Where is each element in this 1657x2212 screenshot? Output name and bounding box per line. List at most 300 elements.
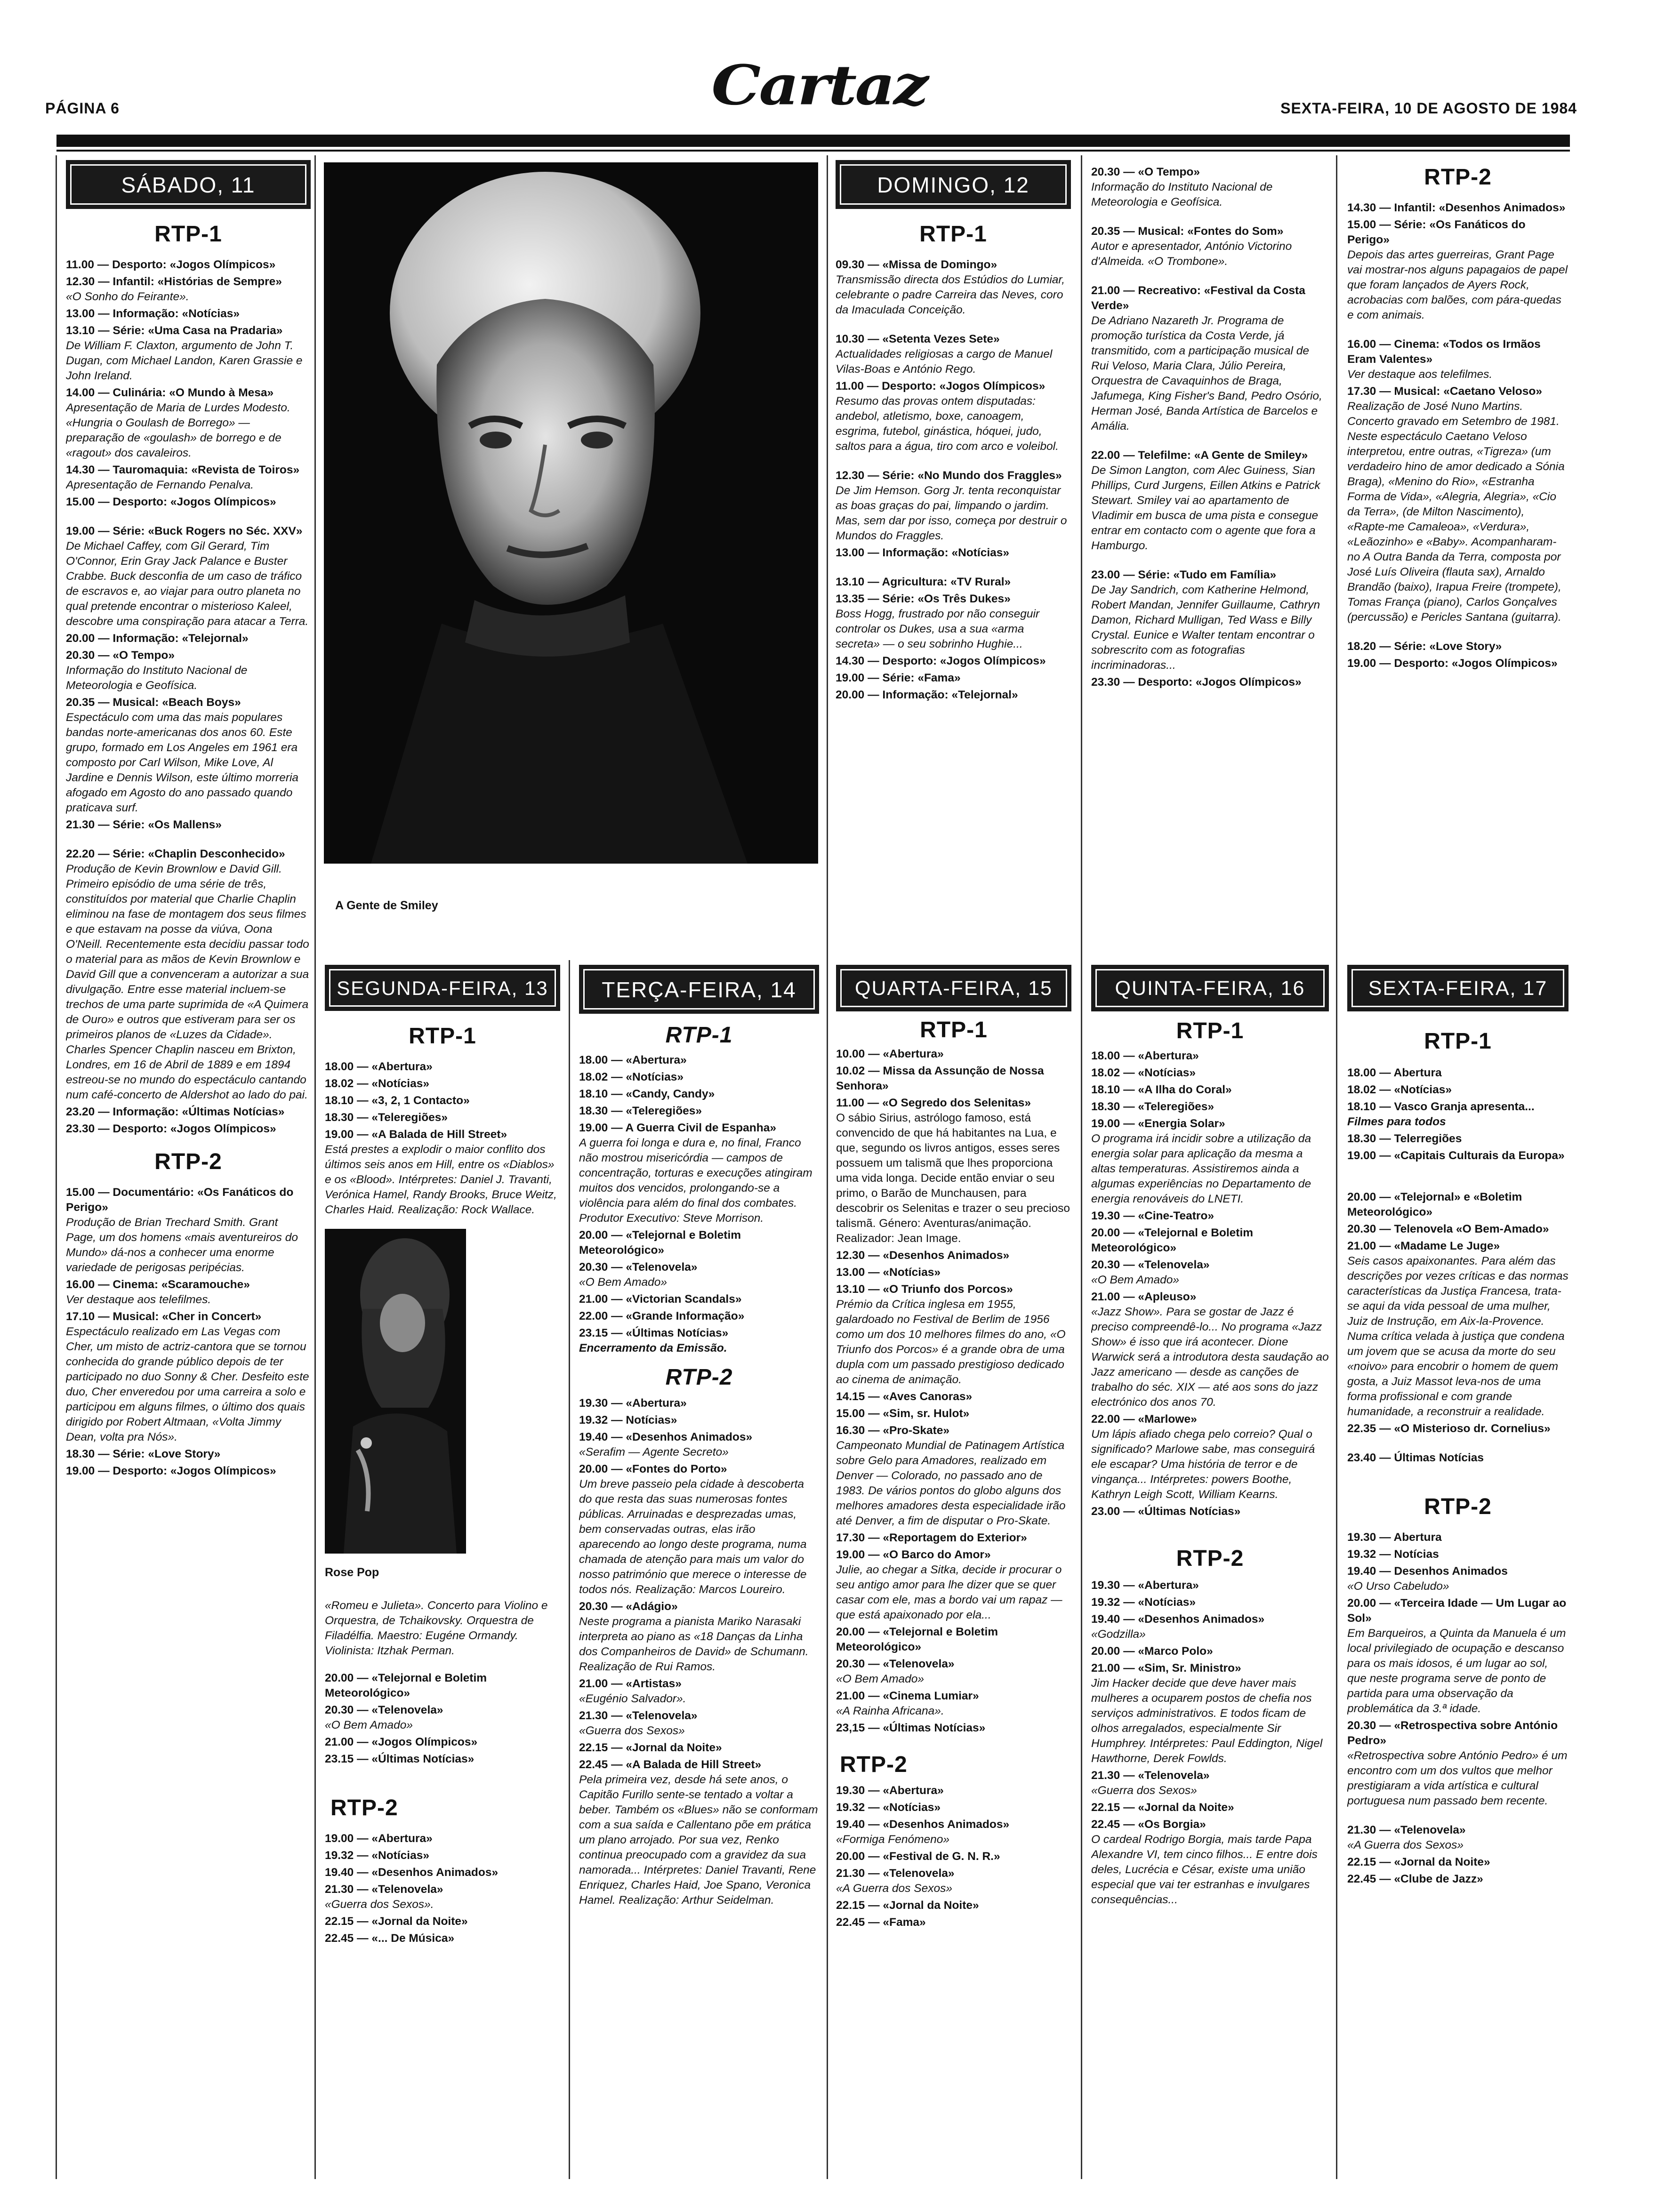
program-entry [66, 1105, 311, 1120]
program-description: Apresentação de Maria de Lurdes Modesto. «Hungria o Goulash de Borrego» — preparação de «goulash» de borrego e de «ragout» dos cavaleiros. [66, 401, 290, 459]
program-entry [1347, 1547, 1569, 1562]
program-title: 19.30 — «Cine-Teatro» [1091, 1210, 1214, 1222]
program-description: Um lápis afiado chega pelo correio? Qual o significado? Marlowe sabe, mas conseguirá ele escapar? Uma história de terror e de vingança... Intérpretes: powers Boothe, Kathryn Leigh Scott, William Kearns. [1091, 1428, 1315, 1501]
program-title: 20.00 — Informação: «Telejornal» [66, 632, 249, 645]
program-entry [1091, 1290, 1329, 1410]
program-entry [836, 671, 1071, 686]
day-header-terca: TERÇA-FEIRA, 14 [579, 965, 819, 1014]
program-title: 19.30 — «Abertura» [836, 1784, 944, 1797]
program-title: 21.30 — Série: «Os Mallens» [66, 818, 222, 831]
day-header-quarta: QUARTA-FEIRA, 15 [836, 965, 1071, 1011]
day-header-domingo: DOMINGO, 12 [836, 160, 1071, 209]
program-description: «Guerra dos Sexos» [1091, 1784, 1197, 1797]
program-entry [1347, 1421, 1569, 1436]
program-entry [836, 654, 1071, 669]
program-entry [1091, 675, 1327, 690]
program-title: 20.00 — «Telejornal e Boletim Meteorológico» [325, 1672, 487, 1699]
program-title: 19.00 — Série: «Buck Rogers no Séc. XXV» [66, 525, 303, 537]
program-entry [836, 1866, 1071, 1896]
program-entry [1347, 1082, 1569, 1098]
network-rtp2: RTP-2 [665, 1365, 733, 1390]
issue-date: SEXTA-FEIRA, 10 DE AGOSTO DE 1984 [1280, 100, 1577, 117]
header-rule-thin [56, 150, 1570, 152]
program-entry [1347, 1066, 1569, 1081]
program-entry [579, 1599, 819, 1675]
program-title: 16.00 — Cinema: «Todos os Irmãos Eram Valentes» [1347, 338, 1541, 366]
program-entry [325, 1865, 560, 1880]
program-title: 19.00 — A Guerra Civil de Espanha» [579, 1122, 776, 1134]
column-rule [1081, 155, 1082, 2179]
program-title: 18.00 — «Abertura» [1091, 1050, 1199, 1062]
program-title: 19.00 — Desporto: «Jogos Olímpicos» [1347, 657, 1558, 670]
program-entry [1347, 1872, 1569, 1887]
schedule-sexta-rtp1 [1347, 1066, 1569, 1466]
program-title: 16.00 — Cinema: «Scaramouche» [66, 1278, 250, 1291]
program-title: 20.00 — «Festival de G. N. R.» [836, 1850, 1000, 1863]
program-title: 18.30 — Telerregiões [1347, 1132, 1462, 1145]
program-entry [66, 323, 311, 384]
program-entry [579, 1430, 819, 1460]
program-title: 13.10 — «O Triunfo dos Porcos» [836, 1283, 1013, 1296]
program-entry [836, 1406, 1071, 1421]
schedule-terca-rtp1 [579, 1053, 819, 1356]
program-entry [66, 1447, 311, 1462]
program-entry [836, 1282, 1071, 1387]
program-title: 19.40 — «Desenhos Animados» [836, 1818, 1010, 1831]
program-title: 23.15 — «Últimas Notícias» [579, 1327, 729, 1339]
program-entry [836, 1389, 1071, 1404]
program-entry [579, 1070, 819, 1085]
program-entry [1347, 1564, 1569, 1594]
network-rtp2: RTP-2 [1424, 1494, 1492, 1519]
program-title: 19.40 — «Desenhos Animados» [1091, 1613, 1265, 1626]
program-title: 21.30 — «Telenovela» [579, 1709, 698, 1722]
program-title: 21.30 — «Telenovela» [325, 1883, 443, 1896]
program-title: 21.00 — «Artistas» [579, 1677, 682, 1690]
network-rtp2: RTP-2 [840, 1752, 908, 1777]
program-description: Espectáculo realizado em Las Vegas com Cher, um misto de actriz-cantora que se tornou conhecida do grande público depois de ter participado no duo Sonny & Cher. Desfeito este duo, Cher enveredou por uma carreira a solo e participou em alguns filmes, o último dos quais dirigido por Robert Altmaan, «Volta Jimmy Dean, volta pra Nós». [66, 1325, 309, 1443]
program-entry [1347, 1530, 1569, 1545]
program-entry [66, 648, 311, 693]
program-title: 18.00 — Abertura [1347, 1066, 1442, 1079]
program-title: 20.35 — Musical: «Fontes do Som» [1091, 225, 1284, 238]
program-entry [836, 1783, 1071, 1798]
program-description: «O Bem Amado» [579, 1276, 668, 1289]
program-entry [836, 1800, 1071, 1815]
program-entry [325, 1076, 560, 1091]
program-title: 13.35 — Série: «Os Três Dukes» [836, 593, 1011, 605]
program-description: «Godzilla» [1091, 1628, 1146, 1641]
program-title: 20.00 — «Telejornal e Boletim Meteorológico» [1091, 1226, 1254, 1254]
program-title: 17.10 — Musical: «Cher in Concert» [66, 1310, 262, 1323]
program-entry [1091, 283, 1327, 434]
program-title: 13.00 — «Notícias» [836, 1266, 941, 1279]
program-entry [579, 1413, 819, 1428]
program-entry [1347, 1131, 1569, 1146]
network-rtp1: RTP-1 [665, 1023, 733, 1048]
program-entry [836, 1531, 1071, 1546]
program-entry [579, 1309, 819, 1324]
portrait-illustration [324, 162, 818, 864]
program-title: 21.00 — «Sim, Sr. Ministro» [1091, 1662, 1241, 1675]
program-entry [836, 1248, 1071, 1263]
program-description: Autor e apresentador, António Victorino d'Almeida. «O Trombone». [1091, 240, 1292, 268]
program-title: 21.00 — «Apleuso» [1091, 1290, 1197, 1303]
network-rtp1: RTP-1 [919, 222, 987, 247]
program-description: Actualidades religiosas a cargo de Manuel Vilas-Boas e António Rego. [836, 348, 1053, 376]
program-entry [579, 1708, 819, 1739]
program-entry [1347, 1718, 1569, 1809]
program-title: 21.00 — «Jogos Olímpicos» [325, 1736, 478, 1748]
program-title: 21.00 — «Madame Le Juge» [1347, 1240, 1500, 1252]
program-entry [66, 817, 311, 833]
schedule-segunda-rtp1 [325, 1059, 560, 1218]
program-title: 17.30 — Musical: «Caetano Veloso» [1347, 385, 1542, 398]
program-title: 12.30 — «Desenhos Animados» [836, 1249, 1010, 1262]
column-terca [579, 965, 819, 2179]
program-description: Prémio da Crítica inglesa em 1955, galardoado no Festival de Berlim de 1956 como um dos 10 melhores filmes do ano, «O Triunfo dos Porcos» é a grande obra de uma dupla com um passado prestigioso dedicado ao cinema de animação. [836, 1298, 1066, 1386]
schedule-segunda-cont [325, 1598, 560, 1767]
program-entry [325, 1671, 560, 1701]
program-title: 20.30 — «Telenovela» [1091, 1258, 1210, 1271]
photo-rose-pop [325, 1229, 466, 1554]
program-entry [579, 1260, 819, 1290]
program-entry [836, 545, 1071, 561]
program-title: 15.00 — «Sim, sr. Hulot» [836, 1407, 970, 1420]
program-description: Resumo das provas ontem disputadas: andebol, atletismo, boxe, canoagem, esgrima, futebol, ginástica, hóquei, judo, saltos para a água, tiro com arco e voleibol. [836, 395, 1059, 453]
program-entry [66, 1122, 311, 1137]
program-title: 19.30 — Abertura [1347, 1531, 1442, 1544]
program-entry [1347, 1451, 1569, 1466]
program-entry [1347, 656, 1569, 671]
program-entry [1347, 1148, 1569, 1163]
performer-illustration [325, 1229, 466, 1554]
program-title: 21.30 — «Telenovela» [836, 1867, 955, 1880]
program-description: «A Rainha Africana». [836, 1705, 944, 1717]
program-title: 15.00 — Desporto: «Jogos Olímpicos» [66, 496, 276, 508]
program-title: 22.00 — «Grande Informação» [579, 1310, 745, 1322]
program-title: 21.30 — «Telenovela» [1347, 1824, 1466, 1836]
program-title: 20.00 — «Fontes do Porto» [579, 1463, 727, 1475]
program-description: Está prestes a explodir o maior conflito dos últimos seis anos em Hill, entre os «Diablos» e os «Blood». Intérpretes: Daniel J. Travanti, Verónica Hamel, Randy Brooks, Bruce Weitz, Charles Haid. Realização: Rock Wallace. [325, 1143, 557, 1216]
program-title: 10.30 — «Setenta Vezes Sete» [836, 333, 1000, 345]
program-title: 19.40 — «Desenhos Animados» [579, 1431, 753, 1443]
program-entry [836, 1096, 1071, 1246]
program-title: 18.10 — «Candy, Candy» [579, 1088, 715, 1100]
program-entry [1347, 337, 1569, 382]
program-entry [1091, 1258, 1329, 1288]
program-entry [1091, 1612, 1329, 1642]
program-entry [1091, 165, 1327, 210]
program-entry [325, 1127, 560, 1218]
program-entry [1091, 224, 1327, 269]
program-entry [579, 1053, 819, 1068]
program-title: 12.30 — Infantil: «Histórias de Sempre» [66, 275, 282, 288]
program-entry [1091, 568, 1327, 673]
day-header-sabado: SÁBADO, 11 [66, 160, 311, 209]
program-entry [836, 1625, 1071, 1655]
program-entry [325, 1931, 560, 1946]
column-rule [56, 155, 57, 2179]
program-title: 13.00 — Informação: «Notícias» [66, 307, 240, 320]
program-title: 23,15 — «Últimas Notícias» [836, 1722, 986, 1734]
cartaz-logo [706, 40, 932, 130]
schedule-terca-rtp2 [579, 1396, 819, 1908]
column-domingo-rtp2 [1347, 158, 1569, 960]
program-title: 22.00 — Telefilme: «A Gente de Smiley» [1091, 449, 1308, 462]
program-description: De Adriano Nazareth Jr. Programa de promoção turística da Costa Verde, já transmitido, com a participação musical de Rui Veloso, Maria Clara, Júlio Pereira, Orquestra de Cavaquinhos de Braga, Jafumega, King Fisher's Band, Pedro Osório, Herman José, Banda Artística de Barcelos e Amália. [1091, 314, 1322, 433]
program-entry [836, 592, 1071, 652]
program-entry [1091, 1116, 1329, 1207]
program-title: 20.30 — «Telenovela» [325, 1704, 443, 1716]
program-entry [66, 695, 311, 816]
program-entry [325, 1752, 560, 1767]
program-entry [836, 1064, 1071, 1094]
program-title: 14.30 — Desporto: «Jogos Olímpicos» [836, 655, 1046, 667]
program-description: «O Bem Amado» [836, 1673, 925, 1685]
program-title: 13.00 — Informação: «Notícias» [836, 546, 1010, 559]
program-entry [66, 1185, 311, 1275]
program-title: 23.15 — «Últimas Notícias» [325, 1753, 475, 1765]
program-title: 19.00 — «Capitais Culturais da Europa» [1347, 1149, 1565, 1162]
program-title: 20.30 — «Telenovela» [579, 1261, 698, 1274]
program-title: 12.30 — Série: «No Mundo dos Fraggles» [836, 469, 1062, 482]
program-description: Encerramento da Emissão. [579, 1342, 727, 1354]
network-rtp2: RTP-2 [154, 1149, 222, 1174]
program-entry [325, 1882, 560, 1912]
program-entry [579, 1228, 819, 1258]
program-entry [836, 1265, 1071, 1280]
program-entry [836, 575, 1071, 590]
program-entry [325, 1831, 560, 1846]
program-title: 20.00 — «Terceira Idade — Um Lugar ao Sol» [1347, 1597, 1567, 1625]
program-title: 20.00 — «Marco Polo» [1091, 1645, 1213, 1658]
network-rtp2: RTP-2 [1424, 165, 1492, 190]
program-title: 19.32 — Notícias [1347, 1548, 1439, 1561]
column-quinta [1091, 965, 1329, 2179]
program-entry [1091, 1099, 1329, 1114]
program-entry [1091, 448, 1327, 553]
program-entry [836, 1547, 1071, 1623]
program-entry [1091, 1800, 1329, 1815]
program-description: «O Bem Amado» [325, 1719, 413, 1731]
program-entry [1091, 1209, 1329, 1224]
column-sabado [66, 160, 311, 2179]
program-entry [325, 1093, 560, 1108]
day-header-sexta: SEXTA-FEIRA, 17 [1347, 965, 1569, 1011]
program-title: 19.32 — «Notícias» [325, 1849, 429, 1862]
program-entry [1091, 1504, 1329, 1519]
program-entry [66, 1309, 311, 1445]
schedule-quinta-rtp2 [1091, 1578, 1329, 1907]
program-title: 20.00 — «Telejornal e Boletim Meteorológico» [836, 1626, 998, 1653]
program-entry [579, 1087, 819, 1102]
photo-caption: A Gente de Smiley [335, 899, 438, 912]
program-entry [836, 257, 1071, 318]
schedule-domingo-rtp1-cont [1091, 165, 1327, 690]
program-title: 20.00 — «Telejornal» e «Boletim Meteorológico» [1347, 1191, 1522, 1218]
program-entry [1091, 1661, 1329, 1766]
program-title: 17.30 — «Reportagem do Exterior» [836, 1531, 1027, 1544]
program-title: 22.15 — «Jornal da Noite» [1091, 1801, 1234, 1814]
program-description: «Serafim — Agente Secreto» [579, 1446, 729, 1459]
program-description: Um breve passeio pela cidade à descoberta do que resta das suas numerosas fontes públicas. Arruinadas e desprezadas umas, bem conservadas outras, elas irão aparecendo ao longo deste programa, numa chamada de atenção para mais um valor do nosso património que merece o interesse de todos nós. Realização: Marcos Loureiro. [579, 1478, 807, 1596]
program-title: 10.02 — Missa da Assunção de Nossa Senhora» [836, 1065, 1044, 1092]
program-description: Em Barqueiros, a Quinta da Manuela é um local privilegiado de ocupação e descanso para os mais idosos, é um lugar ao sol, que neste programa serve de ponto de partida para uma observação da problemática da 3.ª idade. [1347, 1627, 1566, 1715]
program-description: De Jay Sandrich, com Katherine Helmond, Robert Mandan, Jennifer Guillaume, Cathryn Damon, Richard Mulligan, Ted Wass e Billy Crystal. Eunice e Walter tentam encontrar o sobrescrito com as fotografias incriminadoras... [1091, 584, 1320, 672]
program-title: 23.20 — Informação: «Últimas Notícias» [66, 1106, 285, 1118]
schedule-quinta-rtp1 [1091, 1049, 1329, 1519]
program-entry [836, 1849, 1071, 1864]
program-title: 19.32 — «Notícias» [836, 1801, 941, 1814]
program-title: 18.00 — «Abertura» [579, 1054, 687, 1066]
program-entry [579, 1462, 819, 1597]
schedule-domingo-rtp2 [1347, 200, 1569, 671]
program-description: O sábio Sirius, astrólogo famoso, está convencido de que há habitantes na Lua, e que, segundo os livros antigos, esses seres possuem um talismã que lhes proporciona uma vida longa. Decide então enviar o seu primo, o Barão de Munchausen, para descobrir os Selenitas e trazer o seu precioso talismã. Género: Aventuras/animação. Realizador: Jean Image. [836, 1112, 1070, 1245]
program-title: 11.00 — «O Segredo dos Selenitas» [836, 1097, 1031, 1109]
network-rtp1: RTP-1 [1424, 1029, 1492, 1054]
program-title: 22.45 — «Clube de Jazz» [1347, 1873, 1483, 1885]
program-title: 23.30 — Desporto: «Jogos Olímpicos» [66, 1122, 276, 1135]
program-title: 18.20 — Série: «Love Story» [1347, 640, 1502, 653]
program-entry [579, 1104, 819, 1119]
program-description: Produção de Kevin Brownlow e David Gill. Primeiro episódio de uma série de três, constituídos por material que Charlie Chaplin eliminou na fase de montagem dos seus filmes e que estavam na posse da viúva, Oona O'Neill. Recentemente esta decidiu passar todo o material para as mãos de Kevin Brownlow e David Gill que a convenceram a autorizar a sua divulgação. Entre esse material incluem-se trechos de uma parte suprimida de «A Quimera de Ouro» e outros que estiveram para ser os primeiros planos de «Luzes da Cidade». Charles Spencer Chaplin nasceu em Brixton, Londres, em 16 de Abril de 1889 e em 1894 estreou-se no mundo do espectáculo cantando num café-concerto de Aldershot ao lado do pai. [66, 863, 309, 1101]
network-rtp1: RTP-1 [154, 222, 222, 247]
program-description: Transmissão directa dos Estúdios do Lumiar, celebrante o padre Carreira das Neves, coro da Imaculada Conceição. [836, 273, 1065, 316]
program-description: «A Guerra dos Sexos» [836, 1882, 952, 1895]
program-title: 22.15 — «Jornal da Noite» [579, 1741, 722, 1754]
program-entry [325, 1703, 560, 1733]
logo-text: Cartaz [711, 53, 927, 118]
program-entry [1091, 1578, 1329, 1593]
program-title: 19.40 — Desenhos Animados [1347, 1565, 1508, 1578]
network-rtp1: RTP-1 [1176, 1018, 1244, 1043]
program-title: 13.10 — Agricultura: «TV Rural» [836, 576, 1011, 588]
program-title: 23.00 — «Últimas Notícias» [1091, 1505, 1241, 1518]
program-title: 10.00 — «Abertura» [836, 1048, 944, 1060]
program-entry [1091, 1768, 1329, 1798]
program-entry [579, 1326, 819, 1356]
program-title: 15.00 — Documentário: «Os Fanáticos do Perigo» [66, 1186, 294, 1214]
column-rule [1336, 155, 1337, 2179]
program-title: 23.40 — Últimas Notícias [1347, 1451, 1484, 1464]
program-description: Depois das artes guerreiras, Grant Page vai mostrar-nos alguns papagaios de papel que foram lançados de Ayers Rock, acrobacias com balões, com pára-quedas e com animais. [1347, 248, 1568, 321]
program-title: 19.30 — «Abertura» [1091, 1579, 1199, 1592]
program-description: Campeonato Mundial de Patinagem Artística sobre Gelo para Amadores, realizado em Denver — Colorado, no passado ano de 1983. De vários pontos do globo alguns dos melhores amadores desta especialidade irão até Denver, a fim de disputar o Pro-Skate. [836, 1439, 1066, 1527]
program-title: 11.00 — Desporto: «Jogos Olímpicos» [836, 380, 1046, 393]
schedule-domingo-rtp1 [836, 257, 1071, 703]
program-entry [1347, 384, 1569, 625]
program-title: 22.20 — Série: «Chaplin Desconhecido» [66, 848, 285, 860]
photo-caption: Rose Pop [325, 1566, 379, 1579]
program-title: 22.45 — «Fama» [836, 1916, 926, 1929]
program-title: 20.35 — Musical: «Beach Boys» [66, 696, 241, 709]
program-entry [1347, 1855, 1569, 1870]
program-entry [1091, 1226, 1329, 1256]
program-entry [836, 1047, 1071, 1062]
schedule-quarta-rtp2 [836, 1783, 1071, 1930]
network-rtp2: RTP-2 [330, 1795, 398, 1820]
schedule-sabado-rtp2 [66, 1185, 311, 1479]
program-entry [66, 463, 311, 493]
program-description: «Jazz Show». Para se gostar de Jazz é preciso compreendê-lo... No programa «Jazz Show» é isso que irá acontecer. Dione Warwick será a introdutora desta saudação ao Jazz americano — desde as canções de trabalho do séc. XIX — até aos sons do jazz electrónico dos anos 70. [1091, 1306, 1329, 1409]
program-description: «O Urso Cabeludo» [1347, 1580, 1449, 1593]
program-entry [836, 1689, 1071, 1719]
column-quarta [836, 965, 1071, 2179]
program-title: 22.15 — «Jornal da Noite» [836, 1899, 979, 1912]
program-entry [1091, 1412, 1329, 1502]
program-entry [579, 1676, 819, 1707]
program-entry [836, 332, 1071, 377]
program-entry [1347, 1099, 1569, 1130]
program-entry [1347, 639, 1569, 654]
program-entry [66, 524, 311, 629]
program-description: «Romeu e Julieta». Concerto para Violino e Orquestra, de Tchaikovsky. Orquestra de Filadélfia. Maestro: Eugéne Ormandy. Violinista: Itzhak Perman. [325, 1599, 548, 1657]
program-entry [325, 1735, 560, 1750]
program-title: 21.00 — Recreativo: «Festival da Costa Verde» [1091, 284, 1305, 312]
program-description: Realização de José Nuno Martins. Concerto gravado em Setembro de 1981. Neste espectáculo Caetano Veloso interpretou, entre outras, «Tigreza» (um verdadeiro hino de amor dedicado a Sónia Braga), «Menino do Rio», «Estranha Forma de Vida», «Alegria, Alegria», «Cio da Terra», (de Milton Nascimento), «Rapte-me Camaleoa», «Verdura», «Leãozinho» e «Baby». Acompanharam-no A Outra Banda da Terra, composta por José Luís Oliveira (flauta sax), Arnaldo Brandão (baixo), Irapua Freire (trompete), Tomas França (piano), Carlos Gonçalves (percussão) e Pericles Santana (guitarra). [1347, 400, 1565, 624]
program-description: Filmes para todos [1347, 1115, 1446, 1128]
program-description: «Guerra dos Sexos». [325, 1898, 434, 1911]
day-header-quinta: QUINTA-FEIRA, 16 [1091, 965, 1329, 1011]
program-title: 22.15 — «Jornal da Noite» [325, 1915, 468, 1928]
program-title: 14.30 — Tauromaquia: «Revista de Toiros» [66, 464, 300, 476]
program-description: «Eugénio Salvador». [579, 1692, 686, 1705]
program-title: 22.00 — «Marlowe» [1091, 1413, 1197, 1426]
program-description: De William F. Claxton, argumento de John T. Dugan, com Michael Landon, Karen Grassie e John Ireland. [66, 339, 303, 382]
page-number: PÁGINA 6 [45, 100, 120, 117]
program-entry [1347, 217, 1569, 323]
program-entry [66, 847, 311, 1103]
program-description: De Michael Caffey, com Gil Gerard, Tim O'Connor, Erin Gray Jack Palance e Buster Crabbe. Buck desconfia de um caso de tráfico de escravos e, ao viajar para outro planeta no qual pretende encontrar o misterioso Kaleel, descobre uma conspiração para atacar a Terra. [66, 540, 309, 628]
program-entry [836, 1657, 1071, 1687]
program-description: De Jim Hemson. Gorg Jr. tenta reconquistar as boas graças do pai, limpando o jardim. Mas, sem dar por isso, começa por destruir o Mundos do Fraggles. [836, 484, 1067, 542]
program-title: 13.10 — Série: «Uma Casa na Pradaria» [66, 324, 283, 337]
schedule-segunda-rtp2 [325, 1831, 560, 1946]
network-rtp2: RTP-2 [1176, 1546, 1244, 1571]
header-rule [56, 135, 1570, 147]
program-title: 18.10 — Vasco Granja apresenta... [1347, 1100, 1535, 1113]
program-title: 18.02 — «Notícias» [1091, 1066, 1196, 1079]
schedule-sabado-rtp1 [66, 257, 311, 1137]
program-title: 18.10 — «A Ilha do Coral» [1091, 1083, 1232, 1096]
program-title: 16.30 — «Pro-Skate» [836, 1424, 950, 1437]
program-description: A guerra foi longa e dura e, no final, Franco não mostrou misericórdia — campos de concentração, torturas e execuções atingiram muitos dos vencidos, prolongando-se a violência para além do final dos combates. Produtor Executivo: Steve Morrison. [579, 1137, 812, 1225]
program-entry [1091, 1817, 1329, 1907]
program-title: 18.30 — «Teleregiões» [325, 1111, 448, 1124]
program-title: 19.00 — «Abertura» [325, 1832, 433, 1845]
program-description: Pela primeira vez, desde há sete anos, o Capitão Furillo sente-se tentado a voltar a beber. Também os «Blues» não se conformam com a sua saída e Callentano põe em prática um plano arrojado. Por sua vez, Renko continua preocupado com a gravidez da sua namorada... Intérpretes: Daniel Travanti, Rene Enriquez, Charles Haid, Joe Spano, Veronica Hamel. Realização: Arthur Seidelman. [579, 1773, 818, 1907]
program-title: 18.30 — «Teleregiões» [579, 1105, 702, 1117]
program-entry [1347, 200, 1569, 216]
program-description: Espectáculo com uma das mais populares bandas norte-americanas dos anos 60. Este grupo, formado em Los Angeles em 1961 era composto por Carl Wilson, Mike Love, Al Jardine e Dennis Wilson, este último morreria afogado em Agosto do ano passado quando praticava surf. [66, 711, 299, 814]
schedule-sexta-rtp2 [1347, 1530, 1569, 1887]
program-title: 19.00 — Desporto: «Jogos Olímpicos» [66, 1465, 276, 1477]
program-description: Neste programa a pianista Mariko Narasaki interpreta ao piano as «18 Danças da Linha dos Companheiros de David» de Schumann. Realização de Rui Ramos. [579, 1615, 809, 1673]
schedule-quarta-rtp1 [836, 1047, 1071, 1736]
program-title: 19.00 — «A Balada de Hill Street» [325, 1128, 507, 1141]
program-description: Ver destaque aos telefilmes. [66, 1293, 211, 1306]
program-description: «A Guerra dos Sexos» [1347, 1839, 1464, 1851]
program-title: 19.32 — «Notícias» [1091, 1596, 1196, 1609]
program-entry [1347, 1190, 1569, 1220]
program-description: Ver destaque aos telefilmes. [1347, 368, 1493, 381]
program-title: 20.00 — «Telejornal e Boletim Meteorológico» [579, 1229, 741, 1257]
program-title: 21.00 — «Victorian Scandals» [579, 1293, 742, 1306]
program-title: 21.30 — «Telenovela» [1091, 1769, 1210, 1782]
program-entry [325, 1059, 560, 1074]
program-description: Informação do Instituto Nacional de Meteorologia e Geofísica. [1091, 181, 1273, 208]
